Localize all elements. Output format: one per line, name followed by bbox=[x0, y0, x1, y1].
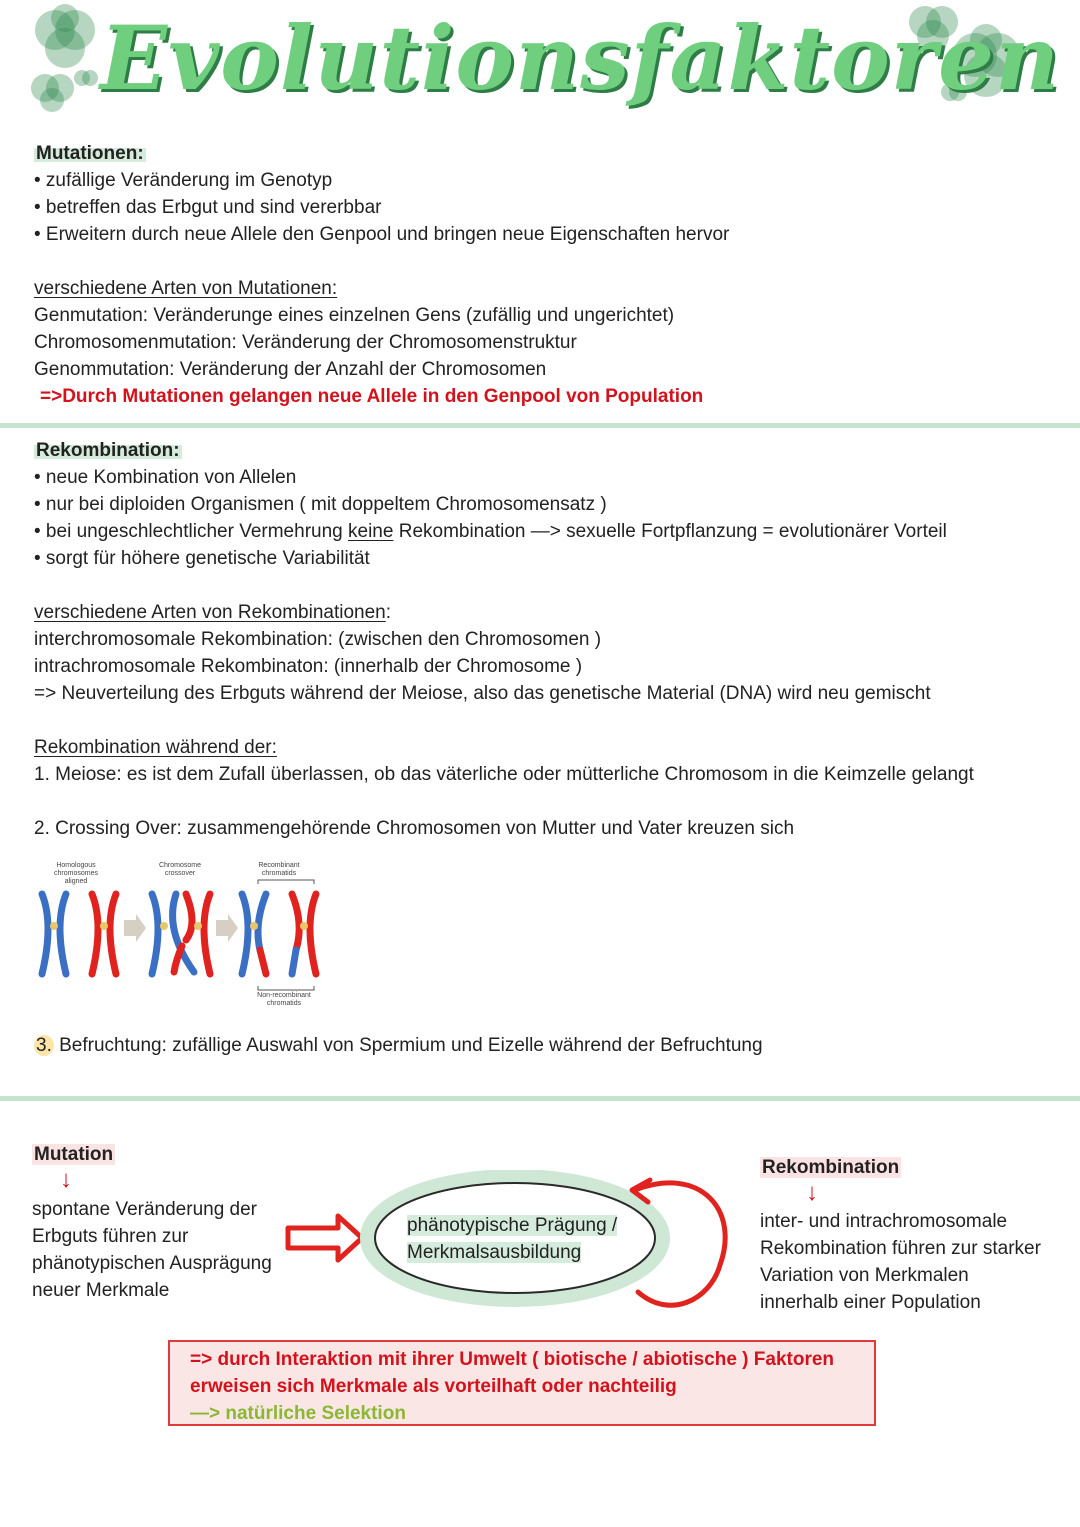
flow-recombination-line: inter- und intrachromosomale bbox=[760, 1211, 1008, 1232]
mutation-heading: Mutationen: bbox=[36, 143, 144, 164]
list-item: => Neuverteilung des Erbguts während der Meiose, also das genetische Material (DNA) wird neu gemischt bbox=[34, 683, 931, 704]
list-item: • bei ungeschlechtlicher Vermehrung keine Rekombination —> sexuelle Fortpflanzung = evolutionärer Vorteil bbox=[34, 521, 947, 542]
right-arrow-icon bbox=[288, 1216, 362, 1260]
list-item: • betreffen das Erbgut und sind vererbbar bbox=[34, 197, 382, 218]
flow-mutation-line: Erbguts führen zur bbox=[32, 1226, 189, 1247]
list-item: • sorgt für höhere genetische Variabilität bbox=[34, 548, 370, 569]
down-arrow-icon: ↓ bbox=[60, 1166, 72, 1193]
flow-center-line: phänotypische Prägung / bbox=[407, 1215, 618, 1236]
mutation-types-heading: verschiedene Arten von Mutationen: bbox=[34, 278, 338, 299]
divider bbox=[0, 1096, 1080, 1101]
mutation-conclusion: =>Durch Mutationen gelangen neue Allele in den Genpool von Population bbox=[40, 386, 704, 407]
divider bbox=[0, 423, 1080, 428]
list-item: Genmutation: Veränderunge eines einzelnen Gens (zufällig und ungerichtet) bbox=[34, 305, 675, 326]
list-item: • neue Kombination von Allelen bbox=[34, 467, 297, 488]
title-banner bbox=[0, 0, 1080, 130]
label-crossover: Chromosome crossover bbox=[158, 862, 201, 877]
recombination-types-heading: verschiedene Arten von Rekombinationen bbox=[34, 602, 386, 623]
page-title: Evolutionsfaktoren bbox=[100, 6, 1061, 110]
natural-selection-text: —> natürliche Selektion bbox=[190, 1403, 406, 1424]
list-item: 1. Meiose: es ist dem Zufall überlassen, ob das väterliche oder mütterliche Chromosom in die Keimzelle gelangt bbox=[34, 764, 974, 785]
list-item: • Erweitern durch neue Allele den Genpool und bringen neue Eigenschaften hervor bbox=[34, 224, 730, 245]
highlight-number: 3. bbox=[36, 1035, 52, 1056]
list-item: • zufällige Veränderung im Genotyp bbox=[34, 170, 333, 191]
flow-mutation-line: phänotypischen Ausprägung bbox=[32, 1253, 272, 1274]
flow-recombination-label: Rekombination bbox=[762, 1157, 900, 1178]
label-recombinant: Recombinant chromatids bbox=[258, 862, 300, 877]
list-item: Genommutation: Veränderung der Anzahl der Chromosomen bbox=[34, 359, 547, 380]
flow-mutation-line: spontane Veränderung der bbox=[32, 1199, 258, 1220]
box-line: => durch Interaktion mit ihrer Umwelt ( biotische / abiotische ) Faktoren bbox=[190, 1349, 835, 1370]
arrow-icon bbox=[124, 914, 238, 942]
label-nonrecombinant: Non-recombinant chromatids bbox=[257, 992, 311, 1007]
recombination-heading: Rekombination: bbox=[36, 440, 180, 461]
list-item: Chromosomenmutation: Veränderung der Chromosomenstruktur bbox=[34, 332, 577, 353]
recombination-during-heading: Rekombination während der: bbox=[34, 737, 277, 758]
list-item: interchromosomale Rekombination: (zwischen den Chromosomen ) bbox=[34, 629, 602, 650]
list-item: 3. Befruchtung: zufällige Auswahl von Spermium und Eizelle während der Befruchtung bbox=[36, 1035, 763, 1056]
flow-recombination-line: Rekombination führen zur starker bbox=[760, 1238, 1041, 1259]
list-item: 2. Crossing Over: zusammengehörende Chromosomen von Mutter und Vater kreuzen sich bbox=[34, 818, 795, 839]
flow-center-line: Merkmalsausbildung bbox=[407, 1242, 582, 1263]
keyword-keine: keine bbox=[348, 521, 394, 542]
list-item: • nur bei diploiden Organismen ( mit doppeltem Chromosomensatz ) bbox=[34, 494, 607, 515]
down-arrow-icon: ↓ bbox=[806, 1179, 818, 1206]
box-line: erweisen sich Merkmale als vorteilhaft oder nachteilig bbox=[190, 1376, 677, 1397]
flow-recombination-line: Variation von Merkmalen bbox=[760, 1265, 969, 1286]
crossing-over-figure bbox=[34, 860, 334, 1010]
list-item: intrachromosomale Rekombinaton: (innerhalb der Chromosome ) bbox=[34, 656, 583, 677]
selection-box bbox=[168, 1340, 876, 1426]
label-homologous: Homologous chromosomes aligned bbox=[54, 862, 98, 885]
flow-recombination-line: innerhalb einer Population bbox=[760, 1292, 981, 1313]
chromosome-diagram bbox=[34, 860, 334, 1010]
flow-mutation-line: neuer Merkmale bbox=[32, 1280, 170, 1301]
flow-mutation-label: Mutation bbox=[34, 1144, 114, 1165]
